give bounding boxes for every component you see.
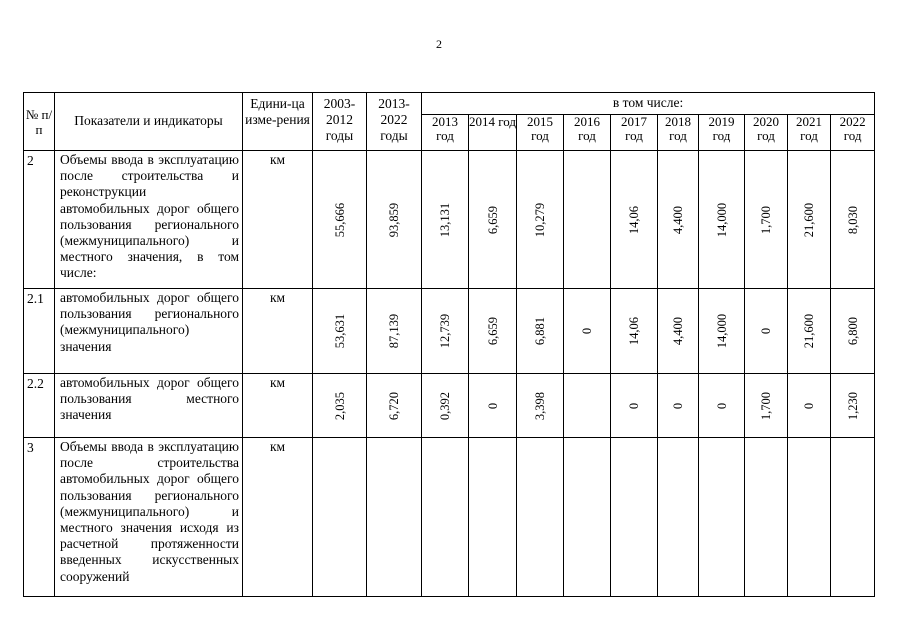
value-cell: 1,230 — [845, 391, 860, 420]
table-row — [24, 289, 875, 374]
header-row-1 — [24, 93, 875, 115]
col-header-year: 2018 год — [658, 115, 699, 151]
value-cell: 12,739 — [438, 313, 452, 349]
col-header-year: 2022 год — [831, 115, 875, 151]
value-cell: 4,400 — [671, 316, 685, 346]
col-header-including: в том числе: — [422, 93, 875, 115]
col-header-unit: Едини-ца изме-рения — [243, 93, 313, 151]
row-unit: км — [243, 374, 313, 438]
value-cell: 53,631 — [332, 313, 347, 349]
value-cell: 0 — [714, 402, 729, 409]
value-cell: 3,398 — [533, 391, 547, 420]
col-header-year: 2015 год — [517, 115, 564, 151]
value-cell: 10,279 — [533, 202, 547, 237]
value-cell: 21,600 — [802, 202, 816, 237]
page-number: 2 — [436, 37, 442, 51]
col-header-period1: 2003-2012 годы — [313, 93, 367, 151]
row-unit: км — [243, 289, 313, 374]
value-cell: 93,859 — [387, 202, 401, 237]
row-number: 2 — [24, 151, 55, 289]
row-description: Объемы ввода в эксплуатацию после строительства автомобильных дорог общего пользования регионального (межмуниципального) и местного значения исходя из расчетной протяженности введенных искусственных сооружений — [55, 438, 243, 597]
value-cell: 6,800 — [845, 316, 860, 346]
row-unit: км — [243, 438, 313, 597]
value-cell: 1,700 — [759, 391, 773, 420]
col-header-year: 2019 год — [699, 115, 745, 151]
value-cell: 14,06 — [627, 205, 641, 234]
value-cell: 0 — [580, 327, 594, 335]
value-cell: 0 — [802, 402, 816, 409]
col-header-indicators: Показатели и индикаторы — [55, 93, 243, 151]
table-row — [24, 374, 875, 438]
value-cell: 8,030 — [845, 205, 860, 234]
row-number: 2.2 — [24, 374, 55, 438]
col-header-year: 2020 год — [745, 115, 788, 151]
value-cell: 6,881 — [533, 316, 547, 346]
value-cell: 0 — [485, 402, 500, 409]
value-cell: 2,035 — [332, 391, 347, 420]
value-cell: 1,700 — [759, 205, 773, 234]
col-header-year: 2014 год — [469, 115, 517, 151]
value-cell: 0,392 — [438, 391, 452, 420]
row-unit: км — [243, 151, 313, 289]
col-header-year: 2016 год — [564, 115, 611, 151]
col-header-period2: 2013-2022 годы — [367, 93, 422, 151]
row-number: 3 — [24, 438, 55, 597]
row-description: автомобильных дорог общего пользования регионального (межмуниципального) значения — [55, 289, 243, 374]
col-header-num: № п/п — [24, 93, 55, 151]
value-cell: 6,659 — [485, 205, 500, 234]
col-header-year: 2013 год — [422, 115, 469, 151]
value-cell: 6,659 — [485, 316, 500, 346]
value-cell: 0 — [759, 327, 773, 335]
row-number: 2.1 — [24, 289, 55, 374]
value-cell: 4,400 — [671, 205, 685, 234]
value-cell: 21,600 — [802, 313, 816, 349]
value-cell: 0 — [671, 402, 685, 409]
value-cell: 13,131 — [438, 202, 452, 237]
col-header-year: 2021 год — [788, 115, 831, 151]
value-cell: 14,000 — [714, 313, 729, 349]
table-row — [24, 151, 875, 289]
value-cell: 55,666 — [332, 202, 347, 237]
col-header-year: 2017 год — [611, 115, 658, 151]
value-cell: 87,139 — [387, 313, 401, 349]
row-description: Объемы ввода в эксплуатацию после строительства и реконструкции автомобильных дорог общего пользования регионального (межмуниципального) и местного значения, в том числе: — [55, 151, 243, 289]
row-description: автомобильных дорог общего пользования местного значения — [55, 374, 243, 438]
value-cell: 14,06 — [627, 316, 641, 346]
value-cell: 6,720 — [387, 391, 401, 420]
table-row — [24, 438, 875, 597]
value-cell: 0 — [627, 402, 641, 409]
value-cell: 14,000 — [714, 202, 729, 237]
indicators-table — [23, 92, 875, 597]
